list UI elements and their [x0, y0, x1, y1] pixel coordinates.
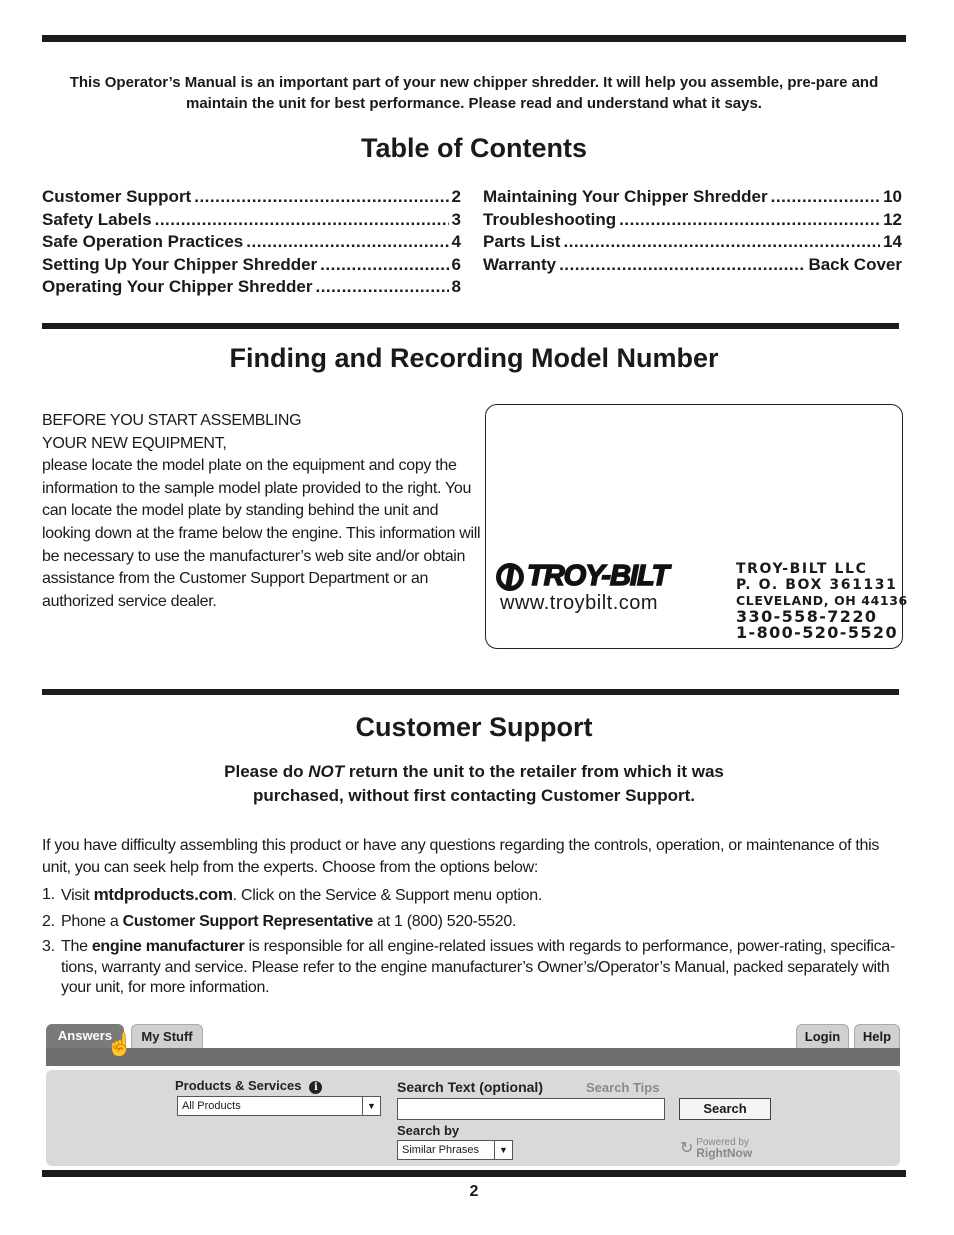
- toc-entry[interactable]: Safe Operation Practices ..... 4: [42, 232, 461, 255]
- search-panel: [46, 1070, 900, 1166]
- model-section-title: Finding and Recording Model Number: [229, 343, 719, 373]
- section-rule: [42, 323, 899, 329]
- toc-entry[interactable]: Operating Your Chipper Shredder ..... 8: [42, 277, 461, 300]
- search-by-label: Search by: [397, 1123, 460, 1138]
- intro-text: This Operator’s Manual is an important part of your new chipper shredder. It will help you assemble, pre-pare and maintain the unit for best performance. Please read and understand what it says.: [69, 74, 879, 112]
- search-by-select[interactable]: Similar Phrases ▼: [397, 1140, 513, 1160]
- support-paragraph: If you have difficulty assembling this product or have any questions regarding the controls, operation, or maintenance of this unit, you can seek help from the experts. Choose from the options below:: [42, 837, 880, 876]
- toc-entry[interactable]: Troubleshooting ..... 12: [483, 210, 902, 233]
- toc-entry[interactable]: Setting Up Your Chipper Shredder ..... 6: [42, 255, 461, 278]
- model-line-1: BEFORE YOU START ASSEMBLING: [42, 412, 302, 429]
- toc-left-column: [42, 187, 461, 300]
- tab-bar: [46, 1048, 900, 1066]
- info-icon[interactable]: i: [309, 1081, 322, 1094]
- support-search-widget: [44, 1022, 902, 1168]
- login-button[interactable]: Login: [796, 1024, 849, 1050]
- products-select[interactable]: All Products ▼: [177, 1096, 381, 1116]
- toc-title: Table of Contents: [361, 133, 587, 163]
- search-button[interactable]: Search: [679, 1098, 771, 1120]
- page-number: 2: [469, 1183, 479, 1200]
- tab-answers[interactable]: Answers: [46, 1024, 124, 1050]
- troy-bilt-logo: TROY-BILT: [496, 560, 668, 593]
- support-notice: Please do NOT return the unit to the retailer from which it was purchased, without first contacting Customer Support.: [224, 762, 724, 805]
- toc-entry[interactable]: Safety Labels ..... 3: [42, 210, 461, 233]
- section-rule: [42, 689, 899, 695]
- model-instructions: [42, 410, 482, 613]
- toc-entry[interactable]: Parts List ..... 14: [483, 232, 902, 255]
- toc-entry[interactable]: Maintaining Your Chipper Shredder ..... 10: [483, 187, 902, 210]
- toc-entry[interactable]: Warranty ..... Back Cover: [483, 255, 902, 278]
- list-item: 3. The engine manufacturer is responsible for all engine-related issues with regards to performance, power-rating, specifica-tions, warranty and service. Please refer to the engine manufacturer’s Owner’s/Operator’s Manual, packed separately with your unit, for more information.: [42, 938, 896, 996]
- powered-by-badge: ↻ Powered by RightNow: [680, 1137, 753, 1160]
- chevron-down-icon: ▼: [362, 1097, 380, 1115]
- top-rule: [42, 35, 906, 42]
- list-item: 2. Phone a Customer Support Representative at 1 (800) 520-5520.: [42, 912, 517, 930]
- plate-website: www.troybilt.com: [500, 592, 659, 614]
- logo-ring-icon: [496, 563, 524, 591]
- search-text-label: Search Text (optional): [397, 1079, 543, 1095]
- chevron-down-icon: ▼: [494, 1141, 512, 1159]
- products-label: Products & Services i: [175, 1078, 322, 1094]
- model-body: please locate the model plate on the equipment and copy the information to the sample model plate provided to the right. You can locate the model plate by standing behind the unit and looking down at the frame below the engine. This information will be necessary to use the manufacturer’s web site and/or obtain assistance from the Customer Support Department or an authorized service dealer.: [42, 457, 481, 610]
- bottom-rule: [42, 1170, 906, 1177]
- list-item: 1. Visit mtdproducts.com. Click on the Service & Support menu option.: [42, 885, 542, 904]
- support-section-title: Customer Support: [355, 712, 593, 742]
- plate-address: TROY-BILT LLC P. O. BOX 361131 CLEVELAND, OH 44136 330-558-7220 1-800-520-5520: [736, 561, 908, 642]
- help-button[interactable]: Help: [854, 1024, 900, 1050]
- pointer-hand-icon: ☝: [106, 1032, 134, 1057]
- toc-right-column: [483, 187, 902, 277]
- toc-entry[interactable]: Customer Support ..... 2: [42, 187, 461, 210]
- model-line-2: YOUR NEW EQUIPMENT,: [42, 434, 227, 452]
- search-text-input[interactable]: [397, 1098, 665, 1120]
- support-options-list: [42, 885, 906, 1004]
- rightnow-logo-icon: ↻: [680, 1140, 694, 1157]
- tab-my-stuff[interactable]: My Stuff: [131, 1024, 203, 1050]
- mtdproducts-link[interactable]: mtdproducts.com: [93, 885, 233, 904]
- search-tips-link[interactable]: Search Tips: [586, 1080, 660, 1095]
